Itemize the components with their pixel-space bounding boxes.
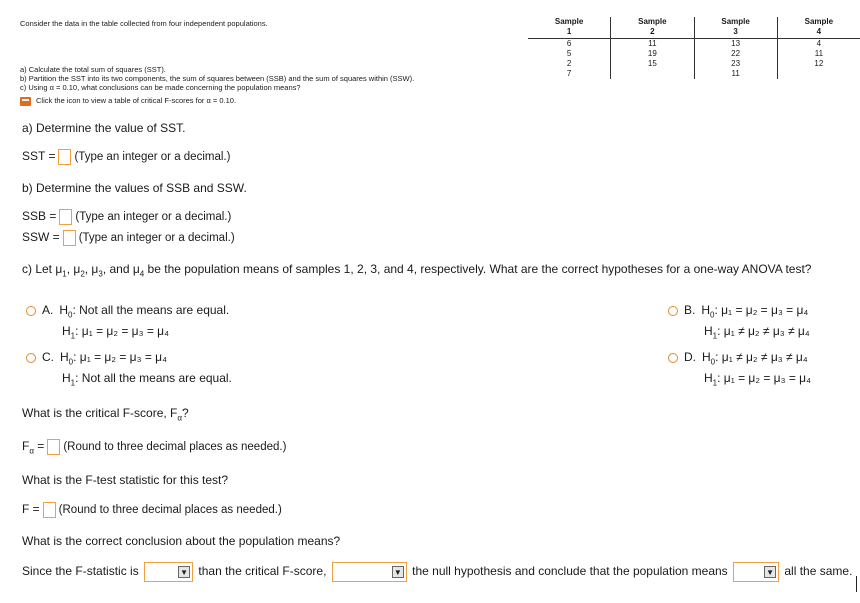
option-d-h0: μ₁ ≠ μ₂ ≠ μ₃ ≠ μ₄ (721, 350, 808, 364)
chevron-down-icon[interactable]: ▼ (392, 566, 404, 578)
table-cell: 5 (566, 49, 572, 58)
option-a-letter: A. (42, 303, 54, 317)
table-row (528, 69, 860, 79)
col-header-4: Sample (777, 17, 860, 27)
critical-label: F (22, 439, 30, 454)
table-row (528, 39, 860, 50)
col-num-4: 4 (777, 27, 860, 39)
sst-hint: (Type an integer or a decimal.) (74, 151, 231, 164)
means-select[interactable] (733, 562, 779, 582)
critical-table-link[interactable] (20, 96, 236, 106)
ssb-hint: (Type an integer or a decimal.) (75, 211, 232, 224)
table-cell: 11 (777, 49, 860, 59)
critical-row: $F_\alpha$ = (Round to three decimal places as needed.) (22, 439, 287, 456)
table-icon[interactable] (20, 97, 31, 106)
option-d-h1: μ₁ = μ₂ = μ₃ = μ₄ (723, 371, 811, 385)
col-num-2: 2 (611, 27, 694, 39)
part-c-text: c) Using α = 0.10, what conclusions can be made concerning the population means? (20, 83, 301, 92)
ssb-input[interactable] (59, 209, 72, 225)
critical-question: What is the critical F-score, $F_\alpha$? (22, 406, 189, 423)
option-d[interactable]: D. $H_0$: μ₁ ≠ μ₂ ≠ μ₃ ≠ μ₄ (668, 350, 808, 366)
table-cell: 13 (694, 39, 777, 50)
col-header-3: Sample (694, 17, 777, 27)
chevron-down-icon[interactable]: ▼ (764, 566, 776, 578)
option-d-letter: D. (684, 350, 696, 364)
conclusion-s1: Since the F-statistic is (22, 564, 139, 579)
table-cell: 22 (694, 49, 777, 59)
ftest-hint: (Round to three decimal places as needed.) (58, 504, 282, 517)
table-cell: 11 (694, 69, 777, 79)
table-row (528, 59, 860, 69)
comparison-select[interactable] (144, 562, 193, 582)
question-c-prefix: c) Let $\mu_1$, $\mu_2$, $\mu_3$, and $\mu_4$ (22, 262, 145, 279)
ftest-row (22, 502, 282, 518)
option-b-h1-row: $H_1$: μ₁ ≠ μ₂ ≠ μ₃ ≠ μ₄ (704, 324, 810, 341)
table-row (528, 49, 860, 59)
col-num-1: 1 (528, 27, 611, 39)
critical-question-text: What is the critical F-score, F (22, 406, 178, 420)
option-a-h1-row: $H_1$: μ₁ = μ₂ = μ₃ = μ₄ (62, 324, 169, 341)
table-cell: 19 (611, 49, 694, 59)
sst-input[interactable] (58, 149, 71, 165)
table-cell: 11 (611, 39, 694, 50)
table-cell: 7 (566, 69, 572, 78)
option-c-letter: C. (42, 350, 54, 364)
option-c-h0: μ₁ = μ₂ = μ₃ = μ₄ (79, 350, 167, 364)
table-cell: 12 (777, 59, 860, 69)
ftest-label: F = (22, 502, 40, 517)
ssb-row (22, 209, 231, 225)
question-b-title: b) Determine the values of SSB and SSW. (22, 181, 247, 195)
conclusion-s3: the null hypothesis and conclude that the population means (412, 564, 728, 579)
table-cell: 6 (566, 39, 572, 48)
radio-c[interactable] (26, 353, 36, 363)
conclusion-s2: than the critical F-score, (198, 564, 327, 579)
table-cell (777, 69, 860, 79)
option-b-h1: μ₁ ≠ μ₂ ≠ μ₃ ≠ μ₄ (723, 324, 810, 338)
question-c-title (22, 262, 811, 278)
question-a-title: a) Determine the value of SST. (22, 121, 186, 135)
ssw-hint: (Type an integer or a decimal.) (78, 232, 235, 245)
col-num-3: 3 (694, 27, 777, 39)
f-statistic-input[interactable] (43, 502, 56, 518)
option-c[interactable]: C. $H_0$: μ₁ = μ₂ = μ₃ = μ₄ (26, 350, 167, 366)
decision-select[interactable] (332, 562, 407, 582)
intro-text: Consider the data in the table collected from four independent populations. (20, 19, 268, 28)
conclusion-question: What is the correct conclusion about the population means? (22, 534, 341, 548)
chevron-down-icon[interactable]: ▼ (178, 566, 190, 578)
option-b-h0: μ₁ = μ₂ = μ₃ = μ₄ (721, 303, 809, 317)
ssw-row (22, 230, 235, 246)
ssw-input[interactable] (63, 230, 76, 246)
ftest-question: What is the F-test statistic for this test? (22, 473, 229, 487)
conclusion-row (22, 562, 852, 582)
question-c-suffix: be the population means of samples 1, 2, 3, and 4, respectively. What are the correct hypotheses for a one-way ANOVA test? (147, 262, 812, 276)
sst-label: SST = (22, 149, 56, 164)
critical-f-input[interactable] (47, 439, 60, 455)
table-cell: 15 (611, 59, 694, 69)
radio-d[interactable] (668, 353, 678, 363)
option-a-h0: Not all the means are equal. (79, 303, 230, 317)
option-d-h1-row: $H_1$: μ₁ = μ₂ = μ₃ = μ₄ (704, 371, 811, 388)
text-cursor (856, 576, 857, 592)
col-header-2: Sample (611, 17, 694, 27)
option-b-letter: B. (684, 303, 696, 317)
option-a[interactable]: A. $H_0$: Not all the means are equal. (26, 303, 229, 319)
part-a-text: a) Calculate the total sum of squares (SST). (20, 65, 166, 74)
table-cell: 4 (777, 39, 860, 50)
radio-b[interactable] (668, 306, 678, 316)
col-header-1: Sample (554, 17, 584, 26)
ssb-label: SSB = (22, 209, 57, 224)
option-c-h1-row: $H_1$: Not all the means are equal. (62, 371, 232, 388)
table-cell: 2 (566, 59, 572, 68)
data-table (528, 17, 860, 79)
option-c-h1: Not all the means are equal. (81, 371, 232, 385)
conclusion-s4: all the same. (784, 564, 853, 579)
part-b-text: b) Partition the SST into its two components, the sum of squares between (SSB) and the sum of squares within (SSW). (20, 74, 415, 83)
icon-link-text: Click the icon to view a table of critical F-scores for α = 0.10. (36, 96, 237, 105)
table-cell: 23 (694, 59, 777, 69)
option-a-h1: μ₁ = μ₂ = μ₃ = μ₄ (81, 324, 169, 338)
ssw-label: SSW = (22, 230, 60, 245)
table-cell (611, 69, 694, 79)
critical-hint: (Round to three decimal places as needed.) (63, 441, 287, 454)
radio-a[interactable] (26, 306, 36, 316)
sst-row (22, 149, 230, 165)
option-b[interactable]: B. $H_0$: μ₁ = μ₂ = μ₃ = μ₄ (668, 303, 808, 319)
